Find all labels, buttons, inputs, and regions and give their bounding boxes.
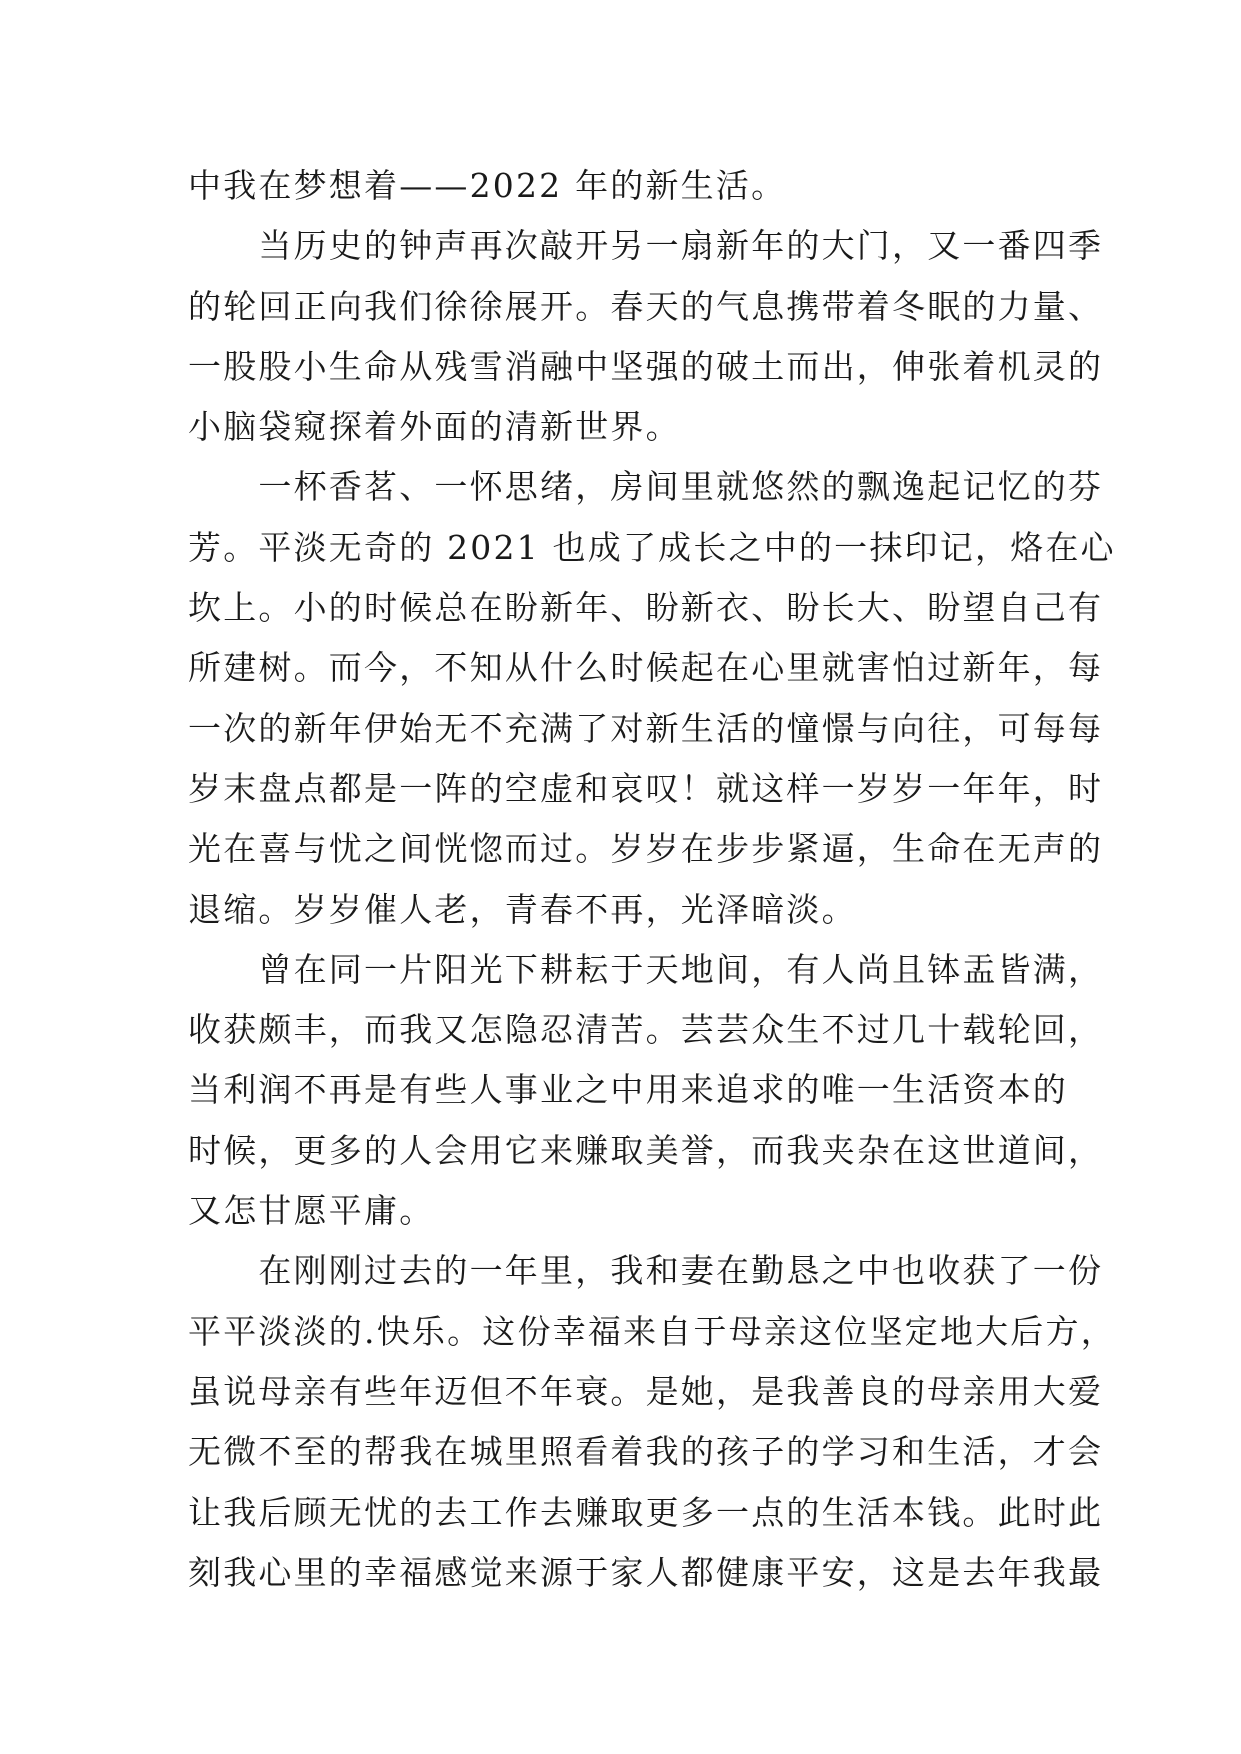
text-line: 一股股小生命从残雪消融中坚强的破土而出，伸张着机灵的 (188, 346, 1104, 386)
text-line: 时候，更多的人会用它来赚取美誉，而我夹杂在这世道间， (188, 1130, 1104, 1170)
text-line: 当历史的钟声再次敲开另一扇新年的大门，又一番四季 (188, 226, 1104, 266)
text-line: 岁末盘点都是一阵的空虚和哀叹！就这样一岁岁一年年，时 (188, 768, 1104, 808)
text-line: 曾在同一片阳光下耕耘于天地间，有人尚且钵盂皆满， (188, 949, 1104, 989)
text-line: 平平淡淡的.快乐。这份幸福来自于母亲这位坚定地大后方， (188, 1311, 1116, 1351)
text-line: 的轮回正向我们徐徐展开。春天的气息携带着冬眠的力量、 (188, 286, 1104, 326)
document-body (188, 156, 1116, 1603)
text-line: 又怎甘愿平庸。 (188, 1191, 435, 1231)
text-line: 芳。平淡无奇的 2021 也成了成长之中的一抹印记，烙在心 (188, 527, 1116, 567)
text-line: 小脑袋窥探着外面的清新世界。 (188, 407, 681, 447)
text-line: 让我后顾无忧的去工作去赚取更多一点的生活本钱。此时此 (188, 1492, 1104, 1532)
text-line: 中我在梦想着——2022 年的新生活。 (188, 166, 787, 205)
text-line: 当利润不再是有些人事业之中用来追求的唯一生活资本的 (188, 1070, 1068, 1110)
text-line: 一次的新年伊始无不充满了对新生活的憧憬与向往，可每每 (188, 708, 1104, 748)
text-line: 一杯香茗、一怀思绪，房间里就悠然的飘逸起记忆的芬 (188, 467, 1104, 507)
text-line: 所建树。而今，不知从什么时候起在心里就害怕过新年，每 (188, 648, 1104, 688)
text-line: 退缩。岁岁催人老，青春不再，光泽暗淡。 (188, 889, 857, 929)
text-line: 无微不至的帮我在城里照看着我的孩子的学习和生活，才会 (188, 1432, 1104, 1472)
text-line: 刻我心里的幸福感觉来源于家人都健康平安，这是去年我最 (188, 1552, 1104, 1592)
text-line: 光在喜与忧之间恍惚而过。岁岁在步步紧逼，生命在无声的 (188, 829, 1104, 869)
text-line: 虽说母亲有些年迈但不年衰。是她，是我善良的母亲用大爱 (188, 1371, 1104, 1411)
text-line: 坎上。小的时候总在盼新年、盼新衣、盼长大、盼望自己有 (188, 588, 1104, 628)
text-line: 收获颇丰，而我又怎隐忍清苦。芸芸众生不过几十载轮回， (188, 1010, 1104, 1050)
text-line: 在刚刚过去的一年里，我和妻在勤恳之中也收获了一份 (188, 1251, 1104, 1291)
